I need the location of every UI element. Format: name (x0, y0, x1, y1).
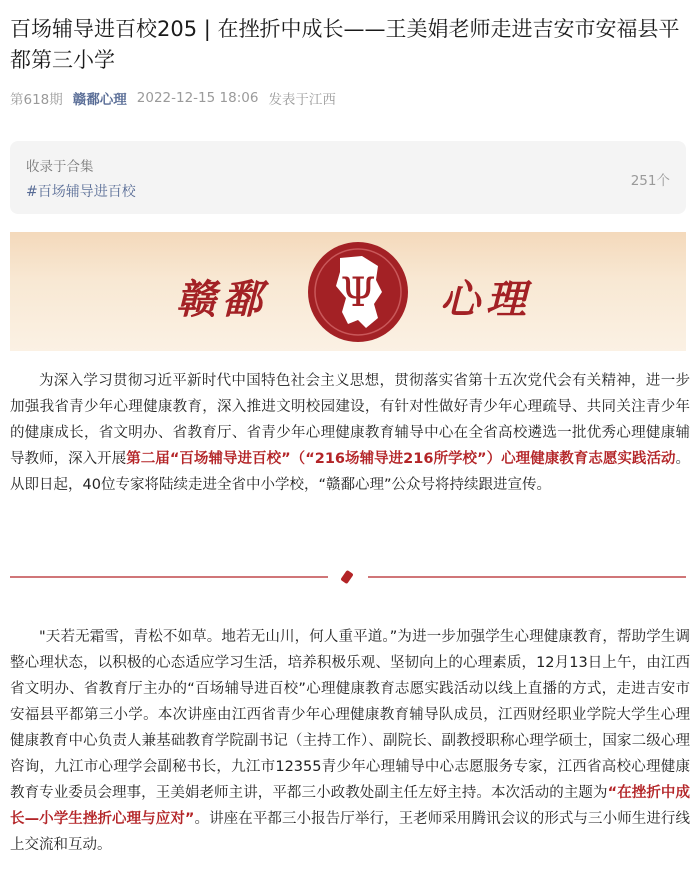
event-paragraph (10, 624, 690, 858)
collection-tag[interactable]: #百场辅导进百校 (26, 184, 136, 200)
intro-paragraph (10, 368, 690, 498)
article-meta (10, 88, 336, 108)
event-highlight: “在挫折中成长—小学生挫折心理与应对” (10, 785, 691, 827)
author-link[interactable]: 赣鄱心理 (72, 92, 127, 108)
publish-location: 发表于江西 (268, 92, 336, 108)
event-text-1: "天若无霜雪，青松不如草。地若无山川，何人重平道。”为进一步加强学生心理健康教育，帮助学生调整心理状态，以积极的心态适应学习生活，培养积极乐观、坚韧向上的心理素质，12月13日上午，由江西省文明办、省教育厅主办的“百场辅导进百校”心理健康教育志愿实践活动以线上直播的方式，走进吉安市安福县平都第三小学。本次讲座由江西省青少年心理健康教育辅导队成员，江西财经职业学院大学生心理健康教育中心负责人兼基础教育学院副书记（主持工作）、副院长、副教授职称心理学硕士，国家二级心理咨询，九江市心理学会副秘书长，九江市12355青少年心理辅导中心志愿服务专家，江西省高校心理健康教育专业委员会理事，王美娟老师主讲，平都三小政教处副主任左妤主持。本次活动的主题为 (10, 629, 690, 801)
intro-highlight: 第二届“百场辅导进百校”（“216场辅导进216所学校”）心理健康教育志愿实践活动 (126, 451, 676, 467)
brand-banner (10, 232, 686, 351)
collection-label: 收录于合集 (26, 159, 94, 175)
psi-logo-icon (306, 240, 410, 344)
issue-number: 第618期 (10, 92, 63, 108)
article-title: 百场辅导进百校205 | 在挫折中成长——王美娟老师走进吉安市安福县平都第三小学 (10, 17, 680, 72)
logo-glyph: Ψ (340, 270, 376, 316)
intro-text-1: 为深入学习贯彻习近平新时代中国特色社会主义思想，贯彻落实省第十五次党代会有关精神，进一步加强我省青少年心理健康教育，深入推进文明校园建设，有针对性做好青少年心理疏导、共同关注青少年的健康成长，省文明办、省教育厅、省青少年心理健康教育辅导中心在全省高校遴选一批优秀心理健康辅导教师，深入开展 (10, 373, 690, 467)
banner-left-text: 赣鄱 (176, 276, 268, 323)
event-text-2: 。讲座在平都三小报告厅举行，王老师采用腾讯会议的形式与三小师生进行线上交流和互动。 (10, 811, 690, 853)
collection-count: 251个 (630, 173, 670, 189)
banner-right-text: 心理 (440, 276, 532, 323)
section-divider (10, 569, 686, 585)
intro-text-2: 。从即日起，40位专家将陆续走进全省中小学校，“赣鄱心理”公众号将持续跟进宣传。 (10, 451, 691, 493)
publish-datetime: 2022-12-15 18:06 (136, 90, 259, 106)
collection-card[interactable] (10, 141, 686, 214)
